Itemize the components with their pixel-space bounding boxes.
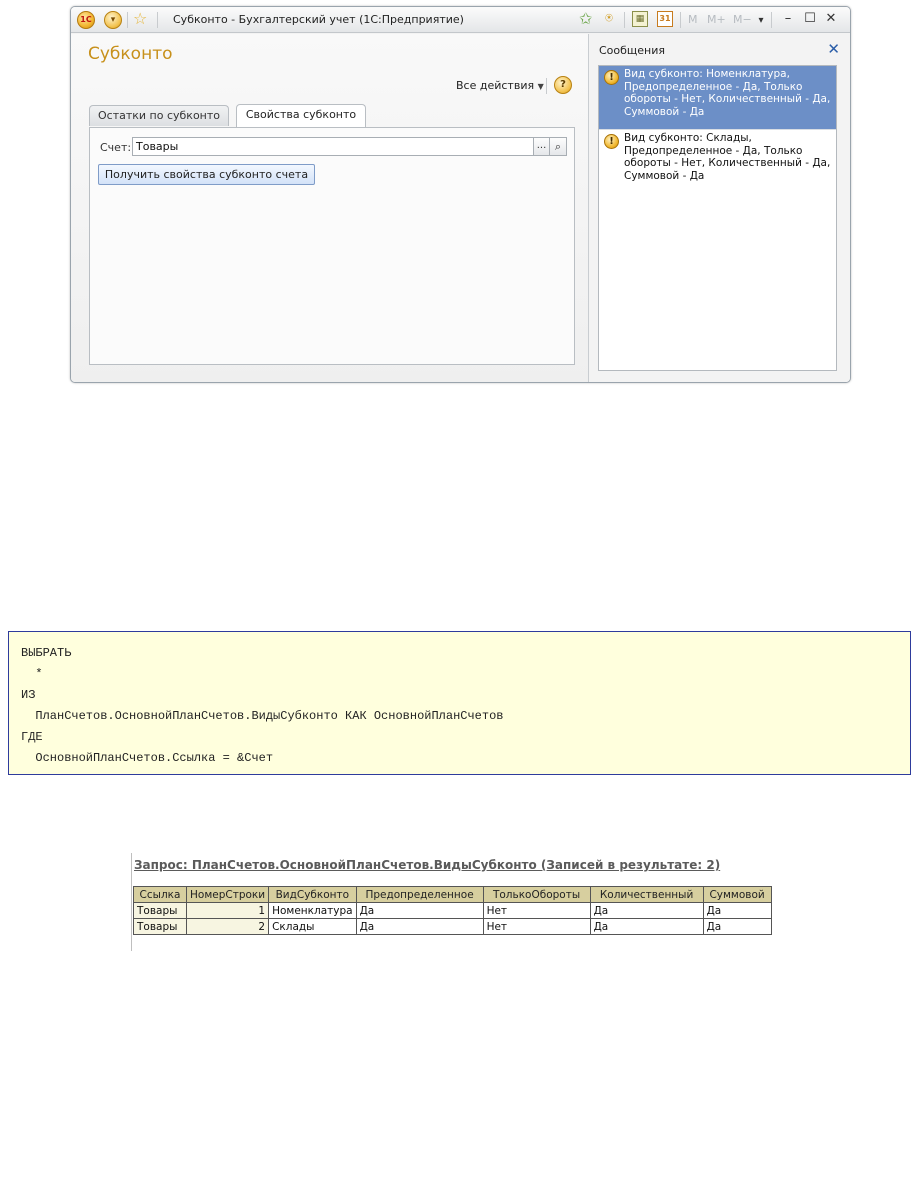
separator	[624, 12, 625, 28]
separator	[127, 12, 128, 28]
get-properties-button[interactable]: Получить свойства субконто счета	[98, 164, 315, 185]
column-header: ВидСубконто	[269, 887, 356, 903]
memory-m-button[interactable]: M	[688, 13, 698, 26]
dropdown-menu-icon[interactable]: ▾	[104, 11, 122, 29]
separator	[546, 78, 547, 94]
close-icon[interactable]: ✕	[825, 11, 837, 26]
title-bar	[71, 7, 850, 33]
table-cell: Да	[590, 919, 703, 935]
calculator-icon[interactable]: ▦	[632, 11, 648, 27]
search-icon[interactable]: ⌕	[550, 137, 567, 156]
warning-icon: !	[604, 134, 619, 149]
form-area	[71, 34, 589, 382]
table-cell: Да	[356, 919, 483, 935]
column-header: Суммовой	[703, 887, 771, 903]
table-cell: Нет	[483, 903, 590, 919]
close-messages-icon[interactable]: ✕	[827, 40, 840, 58]
result-title: Запрос: ПланСчетов.ОсновнойПланСчетов.ВидыСубконто (Записей в результате: 2)	[134, 858, 721, 872]
memory-minus-button[interactable]: M−	[733, 13, 752, 26]
account-label: Счет:	[100, 141, 132, 154]
table-cell: Товары	[134, 903, 187, 919]
warning-icon: !	[604, 70, 619, 85]
message-item[interactable]	[599, 129, 836, 192]
table-cell: Нет	[483, 919, 590, 935]
column-header: Ссылка	[134, 887, 187, 903]
code-line: *	[21, 667, 43, 681]
favorites-star-icon[interactable]: ☆	[133, 9, 148, 28]
table-cell: Номенклатура	[269, 903, 356, 919]
separator	[771, 12, 772, 28]
maximize-icon[interactable]: ☐	[804, 11, 816, 26]
calendar-icon[interactable]: 31	[657, 11, 673, 27]
separator	[157, 12, 158, 28]
window-title: Субконто - Бухгалтерский учет (1С:Предприятие)	[173, 13, 464, 26]
column-header: Предопределенное	[356, 887, 483, 903]
table-cell: Да	[590, 903, 703, 919]
query-code-block	[8, 631, 911, 775]
add-favorite-icon[interactable]: ✩	[579, 9, 593, 28]
memory-plus-button[interactable]: M+	[707, 13, 726, 26]
table-header-row	[134, 887, 772, 903]
code-line: ИЗ	[21, 688, 36, 702]
app-logo-icon[interactable]: 1С	[77, 11, 95, 29]
code-line: ОсновнойПланСчетов.Ссылка = &Счет	[21, 751, 274, 765]
account-select-button[interactable]: ...	[534, 137, 550, 156]
table-cell: Товары	[134, 919, 187, 935]
message-text: Вид субконто: Номенклатура, Предопределенное - Да, Только обороты - Нет, Количественный - Да, Суммовой - Да	[624, 68, 831, 118]
table-row	[134, 903, 772, 919]
column-header: НомерСтроки	[187, 887, 269, 903]
table-cell: Склады	[269, 919, 356, 935]
message-text: Вид субконто: Склады, Предопределенное - Да, Только обороты - Нет, Количественный - Да, Суммовой - Да	[624, 132, 831, 182]
separator	[680, 12, 681, 28]
form-title: Субконто	[88, 44, 173, 64]
code-line: ВЫБРАТЬ	[21, 646, 72, 660]
table-cell: Да	[703, 903, 771, 919]
tab-panel	[89, 127, 575, 365]
minimize-icon[interactable]: –	[784, 11, 792, 26]
table-row	[134, 919, 772, 935]
code-line: ПланСчетов.ОсновнойПланСчетов.ВидыСубконто КАК ОсновнойПланСчетов	[21, 709, 504, 723]
all-actions-menu[interactable]	[456, 79, 544, 92]
account-input[interactable]: Товары	[132, 137, 534, 156]
app-window	[70, 6, 851, 383]
bookmark-icon[interactable]: ⍟	[605, 11, 613, 26]
messages-title: Сообщения	[599, 44, 666, 57]
all-actions-label: Все действия	[456, 79, 535, 92]
query-result	[131, 853, 786, 951]
tab-balances[interactable]: Остатки по субконто	[89, 105, 229, 126]
table-cell: Да	[703, 919, 771, 935]
tab-properties[interactable]: Свойства субконто	[236, 104, 366, 127]
column-header: Количественный	[590, 887, 703, 903]
column-header: ТолькоОбороты	[483, 887, 590, 903]
messages-list	[598, 65, 837, 371]
messages-panel	[590, 34, 850, 382]
help-button[interactable]: ?	[554, 76, 572, 94]
message-item[interactable]	[599, 66, 836, 129]
table-cell: 1	[187, 903, 269, 919]
table-cell: 2	[187, 919, 269, 935]
code-line: ГДЕ	[21, 730, 43, 744]
chevron-down-icon: ▼	[537, 82, 544, 91]
table-cell: Да	[356, 903, 483, 919]
more-arrow-icon[interactable]: ▾	[758, 15, 764, 26]
result-table	[133, 886, 772, 935]
